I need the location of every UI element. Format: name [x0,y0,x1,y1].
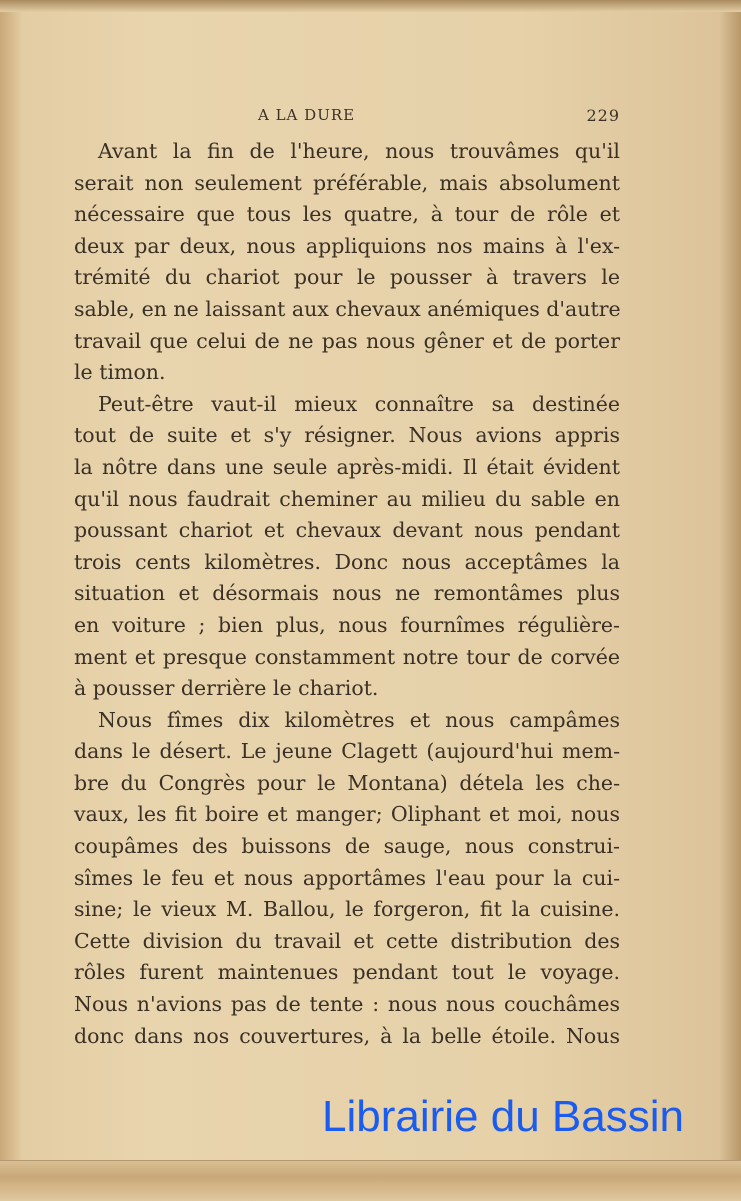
text-line: à pousser derrière le chariot. [74,676,379,701]
text-line: bre du Congrès pour le Montana) dételа les che- [74,770,620,795]
text-line: nécessaire que tous les quatre, à tour de rôle et [74,202,620,227]
running-title: A LA DURE [258,106,356,124]
text-line: ment et presque constamment notre tour de corvée [74,644,620,669]
page-body-text [74,136,620,1052]
page-bottom-edge [0,1160,741,1201]
text-line: la nôtre dans une seule après-midi. Il était évident [74,454,620,479]
text-line: le timon. [74,360,166,385]
text-line: Nous fîmes dix kilomètres et nous campâmes [98,707,620,732]
text-line: vaux, les fit boire et manger; Oliphant et moi, nous [74,802,620,827]
text-line: coupâmes des buissons de sauge, nous construi- [74,834,620,859]
text-line: tout de suite et s'y résigner. Nous avions appris [74,423,620,448]
text-line: en voiture ; bien plus, nous fournîmes régulière- [74,612,620,637]
text-line: serait non seulement préférable, mais absolument [74,170,620,195]
text-line: trémité du chariot pour le pousser à travers le [74,265,620,290]
page-number: 229 [586,106,620,125]
text-line: qu'il nous faudrait cheminer au milieu du sable en [74,486,620,511]
text-line: sine; le vieux M. Ballou, le forgeron, fit la cuisine. [74,897,620,922]
text-line: trois cents kilomètres. Donc nous acceptâmes la [74,549,620,574]
text-line: rôles furent maintenues pendant tout le voyage. [74,960,620,985]
text-line: sîmes le feu et nous apportâmes l'eau pour la cui- [74,865,620,890]
text-line: travail que celui de ne pas nous gêner et de porter [74,328,620,353]
text-line: Cette division du travail et cette distribution des [74,928,620,953]
text-line: Peut-être vaut-il mieux connaître sa destinée [98,391,620,416]
text-line: dans le désert. Le jeune Clagett (aujourd'hui mem- [74,739,620,764]
text-line: Nous n'avions pas de tente : nous nous couchâmes [74,992,620,1017]
text-line: poussant chariot et chevaux devant nous pendant [74,518,620,543]
text-line: sable, en ne laissant aux chevaux anémiques d'autre [74,296,621,321]
text-line: Avant la fin de l'heure, nous trouvâmes qu'il [98,139,620,163]
text-line: situation et désormais nous ne remontâmes plus [74,581,620,606]
page-top-edge [0,0,741,12]
text-line: donc dans nos couvertures, à la belle étoile. Nous [74,1023,620,1048]
page-header [74,106,620,126]
watermark: Librairie du Bassin [322,1092,684,1141]
text-line: deux par deux, nous appliquions nos mains à l'ex- [74,233,620,258]
